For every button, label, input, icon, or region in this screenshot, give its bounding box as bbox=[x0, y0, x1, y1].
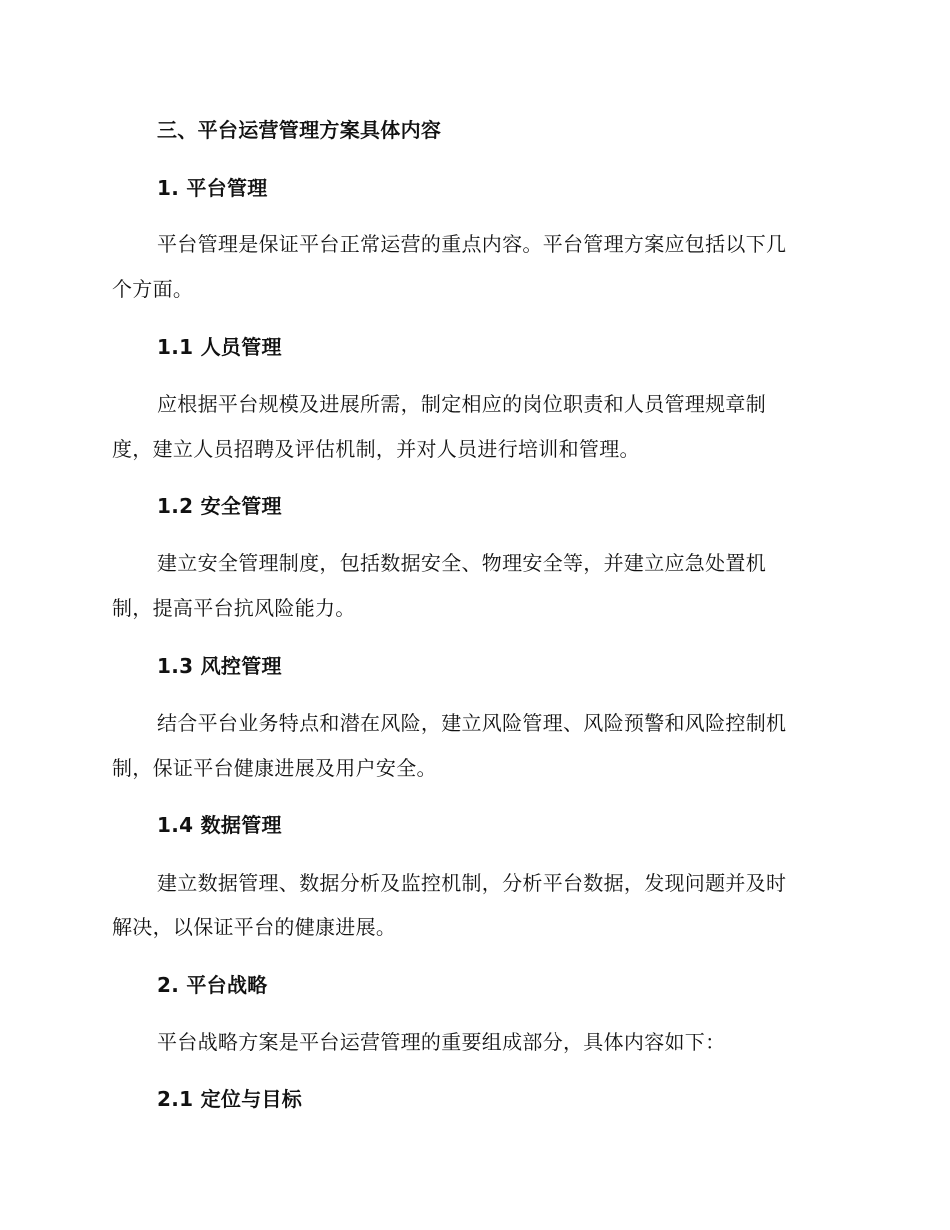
heading-2: 2. 平台战略 bbox=[157, 973, 268, 997]
heading-1: 1. 平台管理 bbox=[157, 176, 268, 200]
heading-1-2: 1.2 安全管理 bbox=[157, 494, 282, 518]
paragraph-1-4-line-2: 解决，以保证平台的健康进展。 bbox=[112, 915, 397, 939]
heading-1-1: 1.1 人员管理 bbox=[157, 335, 282, 359]
paragraph-1-line-1: 平台管理是保证平台正常运营的重点内容。平台管理方案应包括以下几 bbox=[157, 232, 787, 256]
section-title: 三、平台运营管理方案具体内容 bbox=[157, 118, 442, 142]
heading-2-1: 2.1 定位与目标 bbox=[157, 1087, 303, 1111]
paragraph-1-2-line-2: 制，提高平台抗风险能力。 bbox=[112, 596, 356, 620]
paragraph-1-1-line-2: 度，建立人员招聘及评估机制，并对人员进行培训和管理。 bbox=[112, 437, 640, 461]
heading-1-4: 1.4 数据管理 bbox=[157, 813, 282, 837]
paragraph-1-4-line-1: 建立数据管理、数据分析及监控机制，分析平台数据，发现问题并及时 bbox=[157, 871, 787, 895]
paragraph-1-1-line-1: 应根据平台规模及进展所需，制定相应的岗位职责和人员管理规章制 bbox=[157, 392, 766, 416]
heading-1-3: 1.3 风控管理 bbox=[157, 654, 282, 678]
paragraph-1-3-line-2: 制，保证平台健康进展及用户安全。 bbox=[112, 756, 437, 780]
paragraph-1-3-line-1: 结合平台业务特点和潜在风险，建立风险管理、风险预警和风险控制机 bbox=[157, 711, 787, 735]
paragraph-1-2-line-1: 建立安全管理制度，包括数据安全、物理安全等，并建立应急处置机 bbox=[157, 551, 766, 575]
paragraph-1-line-2: 个方面。 bbox=[112, 277, 194, 301]
paragraph-2-line-1: 平台战略方案是平台运营管理的重要组成部分，具体内容如下： bbox=[157, 1030, 726, 1054]
